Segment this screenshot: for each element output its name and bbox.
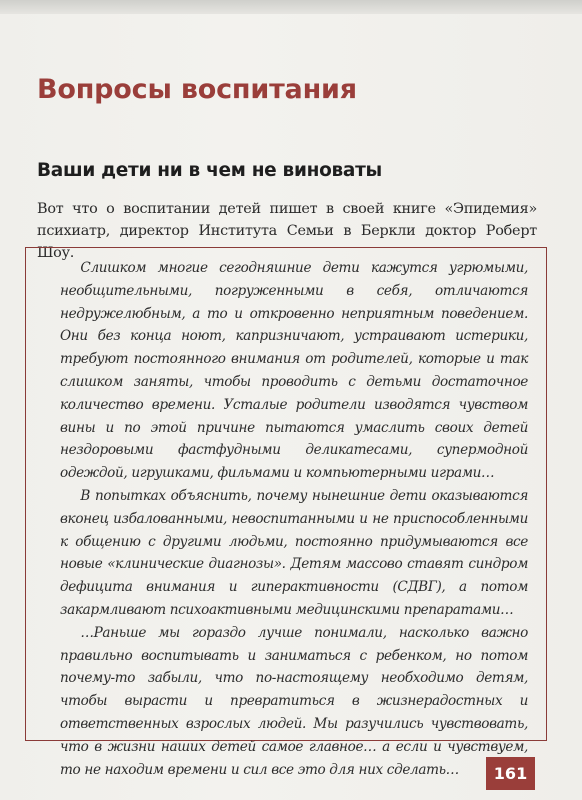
intro-paragraph: Вот что о воспитании детей пишет в своей книге «Эпидемия» психиатр, директор Института Семьи в Беркли доктор Роберт Шоу.	[37, 201, 537, 261]
quote-paragraph-2: В попытках объяснить, почему нынешние дети оказываются вконец избалованными, невоспитанными и не приспособленными к общению с другими людьми, постоянно придумываются все новые «клинические диагнозы». Детям массово ставят синдром дефицита внимания и гиперактивности (СДВГ), а потом закармливают психоактивными медицинскими препаратами…	[60, 487, 528, 618]
page-number: 161	[486, 757, 535, 790]
chapter-title: Вопросы воспитания	[37, 74, 357, 105]
section-title: Ваши дети ни в чем не виноваты	[37, 160, 382, 181]
quote-paragraph-1: Слишком многие сегодняшние дети кажутся угрюмыми, необщительными, погруженными в себя, отличаются недружелюбным, а то и откровенно неприятным поведением. Они без конца ноют, капризничают, устраивают истерики, требуют постоянного внимания от родителей, которые и так слишком заняты, чтобы проводить с детьми достаточное количество времени. Усталые родители изводятся чувством вины и по этой причине пытаются умаслить своих детей нездоровыми фастфудными деликатесами, супермодной одеждой, игрушками, фильмами и компьютерными играми…	[60, 260, 528, 482]
page-top-edge	[0, 0, 582, 14]
quote-paragraph-3: …Раньше мы гораздо лучше понимали, насколько важно правильно воспитывать и заниматься с ребенком, но потом почему-то забыли, что по-настоящему необходимо детям, чтобы вырасти и превратиться в жизнерадостных и ответственных взрослых людей. Мы разучились чувствовать, что в жизни наших детей самое главное… а если и чувствуем, то не находим времени и сил все это для них сделать…	[60, 624, 528, 778]
